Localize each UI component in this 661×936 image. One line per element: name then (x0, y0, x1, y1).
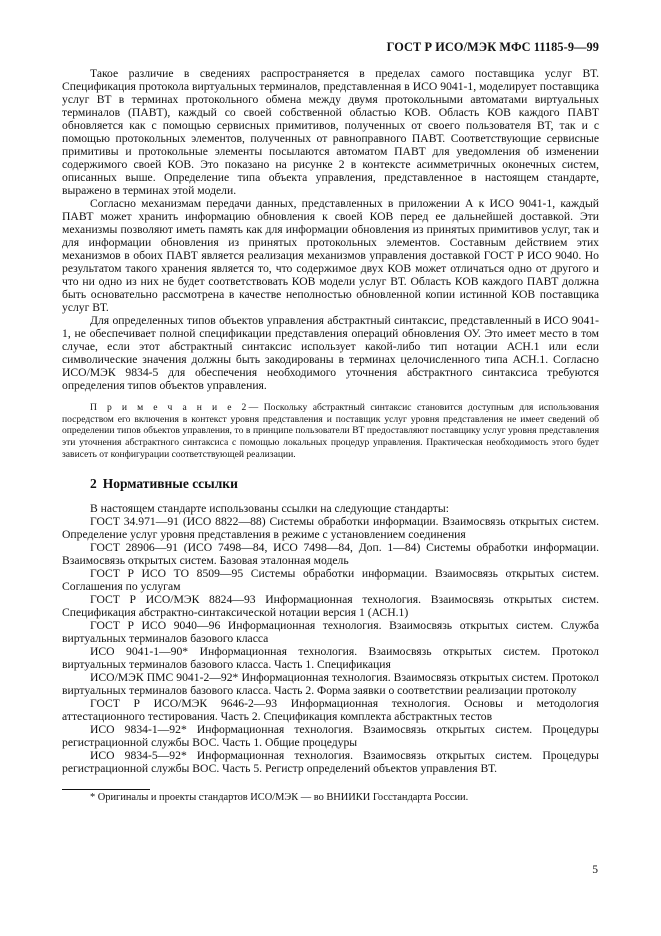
paragraph: Согласно механизмам передачи данных, представленных в приложении А к ИСО 9041-1, каждый ПАВТ может хранить информацию обновления к своей КОВ перед ее дальнейшей доставкой. Эти механизмы позволяют иметь память как для информации обновления из принятых примитивов услуг, так и для информации обновления из принятых протокольных элементов. Составным действием этих механизмов в обоих ПАВТ является реализация механизмов управления доставкой ГОСТ Р ИСО 9040. Но результатом такого хранения является то, что содержимое двух КОВ может отличаться одно от другого и что ни одно из них не будет соответствовать КОВ модели услуг ВТ. Область КОВ каждого ПАВТ должна быть основательно рассмотрена в качестве неполностью обновленной копии истинной КОВ поставщика услуг ВТ. (62, 197, 599, 315)
reference-item: ГОСТ Р ИСО ТО 8509—95 Системы обработки информации. Взаимосвязь открытых систем. Соглашения по услугам (62, 567, 599, 594)
footnote-divider (62, 789, 150, 790)
reference-item: ИСО 9834-5—92* Информационная технология. Взаимосвязь открытых систем. Процедуры регистрационной службы ВОС. Часть 5. Регистр определений объектов управления ВТ. (62, 749, 599, 776)
note-text: — Поскольку абстрактный синтаксис становится доступным для использования посредством его включения в контекст уровня представления и поставщик услуг уровня представления не имеет сведений об определении типов объектов управления, то в принципе пользователи ВТ предоставляют поставщику услуг уровня представления эти уточнения абстрактного синтаксиса с помощью локальных процедур управления. Практическая необходимость этого будет зависеть от конфигурации соответствующей реализации. (62, 402, 599, 460)
section-number: 2 (90, 476, 97, 492)
note-2 (62, 402, 599, 460)
reference-item: ГОСТ 34.971—91 (ИСО 8822—88) Системы обработки информации. Взаимосвязь открытых систем. Определение услуг уровня представления в режиме с установлением соединения (62, 515, 599, 542)
page-body (62, 67, 599, 804)
paragraph: Такое различие в сведениях распространяется в пределах самого поставщика услуг ВТ. Спецификация протокола виртуальных терминалов, представленная в ИСО 9041-1, моделирует поставщика услуг ВТ в терминах протокольного обмена между двумя протокольными автоматами виртуальных терминалов (ПАВТ), каждый со своей собственной областью КОВ. Область КОВ каждого ПАВТ обновляется как с помощью сервисных примитивов, полученных от своего пользователя ВТ, так и с помощью протокольных элементов, полученных от равноправного ПАВТ. Соответствующие сервисные примитивы и протокольные элементы посылаются автоматом ПАВТ для уведомления об изменении содержимого своей КОВ. Это показано на рисунке 2 в контексте асимметричных оконечных систем, описанных выше. Определение типа объекта управления, представленное в настоящем стандарте, выражено в терминах этой модели. (62, 67, 599, 198)
page-header: ГОСТ Р ИСО/МЭК МФС 11185-9—99 (386, 40, 599, 54)
reference-item: ГОСТ Р ИСО/МЭК 9646-2—93 Информационная технология. Основы и методология аттестационного тестирования. Часть 2. Спецификация комплекта абстрактных тестов (62, 697, 599, 724)
reference-item: ИСО 9834-1—92* Информационная технология. Взаимосвязь открытых систем. Процедуры регистрационной службы ВОС. Часть 1. Общие процедуры (62, 723, 599, 750)
note-label: П р и м е ч а н и е 2 (90, 402, 249, 414)
reference-item: ГОСТ Р ИСО 9040—96 Информационная технология. Взаимосвязь открытых систем. Служба виртуальных терминалов базового класса (62, 619, 599, 646)
reference-item: ГОСТ 28906—91 (ИСО 7498—84, ИСО 7498—84, Доп. 1—84) Системы обработки информации. Взаимосвязь открытых систем. Базовая эталонная модель (62, 541, 599, 568)
section-title: Нормативные ссылки (102, 476, 238, 492)
reference-item: ИСО/МЭК ПМС 9041-2—92* Информационная технология. Взаимосвязь открытых систем. Протокол виртуальных терминалов базового класса. Часть 2. Форма заявки о соответствии реализации протоколу (62, 671, 599, 698)
page-number: 5 (592, 864, 598, 876)
reference-item: ГОСТ Р ИСО/МЭК 8824—93 Информационная технология. Взаимосвязь открытых систем. Спецификация абстрактно-синтаксической нотации версия 1 (АСН.1) (62, 593, 599, 620)
footnote: * Оригиналы и проекты стандартов ИСО/МЭК — во ВНИИКИ Госстандарта России. (90, 792, 469, 804)
section-intro: В настоящем стандарте использованы ссылки на следующие стандарты: (90, 502, 449, 516)
reference-item: ИСО 9041-1—90* Информационная технология. Взаимосвязь открытых систем. Протокол виртуальных терминалов базового класса. Часть 1. Спецификация (62, 645, 599, 672)
section-heading (90, 477, 599, 490)
paragraph: Для определенных типов объектов управления абстрактный синтаксис, представленный в ИСО 9041-1, не обеспечивает полной спецификации представления операций обновления ОУ. Это имеет место в том случае, если этот абстрактный синтаксис использует какой-либо тип нотации АСН.1 или если символические значения должны быть закодированы в терминах целочисленного типа АСН.1. Согласно ИСО/МЭК 9834-5 для обеспечения необходимого уточнения абстрактного синтаксиса требуются определения типов объектов управления. (62, 314, 599, 393)
